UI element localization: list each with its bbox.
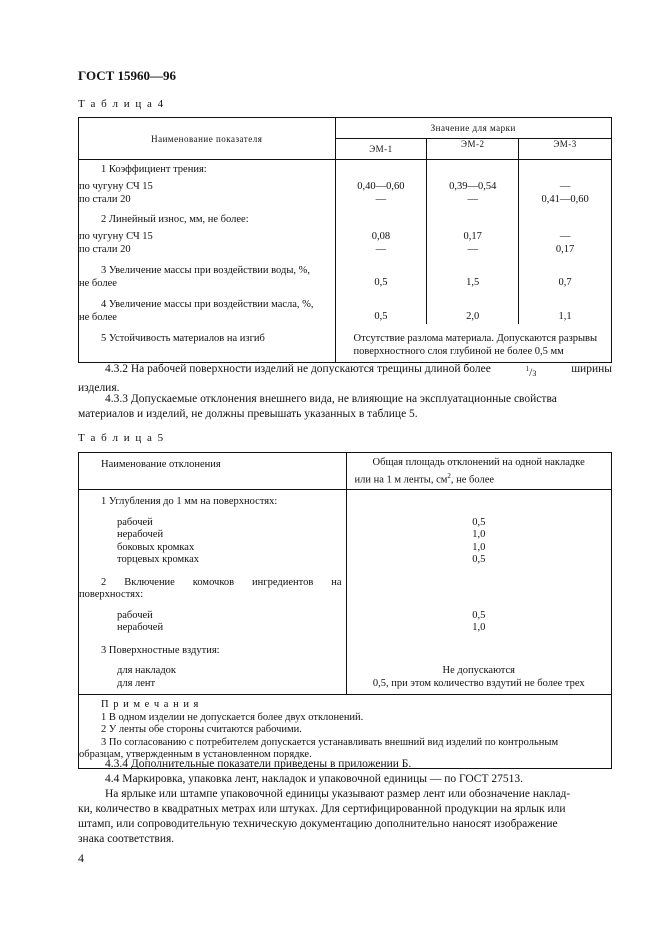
grade-em3: ЭМ-3 <box>519 139 612 160</box>
paragraph-marking: На ярлыке или штампе упаковочной единицы указывают размер лент или обозначение наклад- ки, количество в квадратных метрах или штуках. Для сертифицированной продукции на ярлык или штамп, или сопроводительную техническую документацию дополнительно наносят изображение знака соответствия. <box>78 788 571 845</box>
table5-caption: Т а б л и ц а 5 <box>78 432 165 444</box>
table4-col-name: Наименование показателя <box>79 118 336 160</box>
page-number: 4 <box>78 851 84 865</box>
table4-caption: Т а б л и ц а 4 <box>78 98 165 110</box>
paragraph-4-3-2: 4.3.2 На рабочей поверхности изделий не допускаются трещины длиной более $^1$/3 ширины изделия. <box>78 363 612 394</box>
table5-values: 0,5 1,0 1,0 0,5 0,5 1,0 Не допускаются 0,5, при этом количество вздутий не более трех <box>346 490 611 695</box>
grade-em2: ЭМ-2 <box>427 139 519 160</box>
document-header: ГОСТ 15960—96 <box>78 68 177 83</box>
t4-row3: 3 Увеличение массы при воздействии воды, %, не более <box>79 256 336 290</box>
t4-row: по чугуну СЧ 15 по стали 20 <box>79 181 336 206</box>
paragraph-4-3-4: 4.3.4 Дополнительные показатели приведены в приложении Б. <box>105 758 412 770</box>
paragraph-4-3-3: 4.3.3 Допускаемые отклонения внешнего вида, не влияющие на эксплуатационные свойства материалов и изделий, не должны превышать указанных в таблице 5. <box>78 393 557 420</box>
t4-g1-title: 1 Коэффициент трения: <box>79 160 336 182</box>
grade-em1: ЭМ-1 <box>335 139 427 160</box>
t4-g2-title: 2 Линейный износ, мм, не более: <box>79 206 336 231</box>
t4-row: по чугуну СЧ 15 по стали 20 <box>79 231 336 256</box>
table5 <box>78 452 612 769</box>
table5-names: 1 Углубления до 1 мм на поверхностях: рабочей нерабочей боковых кромках торцевых кромках 2 Включение комочков ингредиентов на поверхностях: рабочей нерабочей 3 Поверхностные вздутия: для накладок для лент <box>79 490 347 695</box>
paragraph-4-4: 4.4 Маркировка, упаковка лент, накладок и упаковочной единицы — по ГОСТ 27513. <box>105 773 524 785</box>
table4: Наименование показателя Значение для марки ЭМ-1 ЭМ-2 ЭМ-3 1 Коэффициент трения: по чугуну СЧ 15 по стали 20 0,40—0,60 — 0,39—0,54 — — 0,41—0,60 2 Линейный износ, мм, не более: по чугуну СЧ 15 по стали 20 0,08 — 0,17 — — 0,17 3 Увеличение массы при воздействии воды, %, не более 0,5 1,5 0,7 4 Увеличение массы при воздействии масла, %, не более 0,5 2,0 1,1 5 Устойчивость материалов на изгиб Отсутствие разлома материала. Допускаются разрывы поверхностного слоя глубиной не более 0,5 мм <box>78 117 612 363</box>
t4-row5-value: Отсутствие разлома материала. Допускаются разрывы поверхностного слоя глубиной не более 0,5 мм <box>335 324 612 363</box>
table4-col-value: Значение для марки <box>335 118 612 139</box>
table5-col-name: Наименование отклонения <box>79 453 347 490</box>
table5-notes: П р и м е ч а н и я 1 В одном изделии не допускается более двух отклонений. 2 У ленты обе стороны считаются рабочими. 3 По согласованию с потребителем допускается устанавливать внешний вид изделий по контрольным образцам, утвержденным в установленном порядке. <box>79 695 612 769</box>
table5-col-value: Общая площадь отклонений на одной накладке или на 1 м ленты, $см^2$, не более <box>346 453 611 490</box>
t4-row5: 5 Устойчивость материалов на изгиб <box>79 324 336 363</box>
t4-row4: 4 Увеличение массы при воздействии масла, %, не более <box>79 290 336 324</box>
